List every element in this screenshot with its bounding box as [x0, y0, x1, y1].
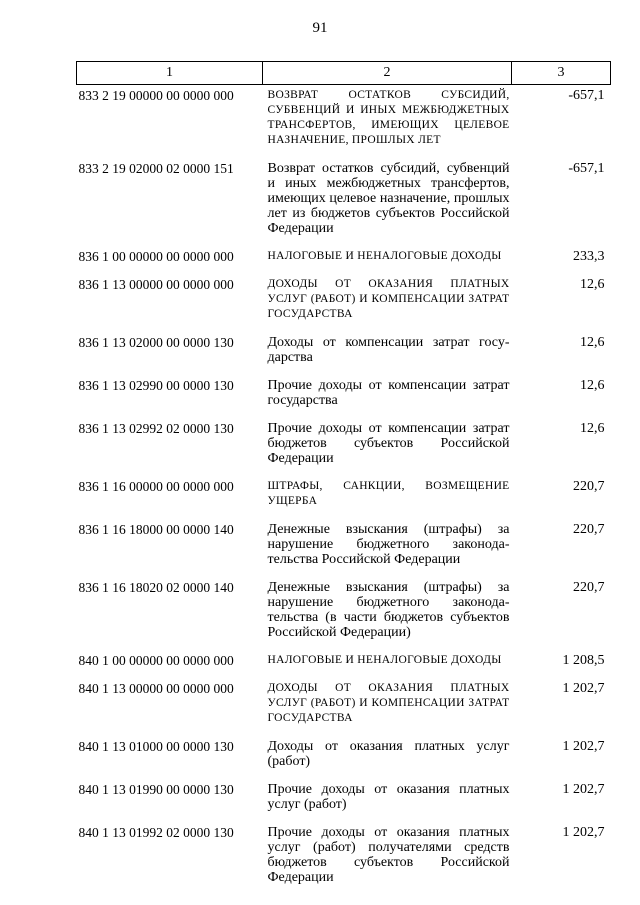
table-row — [77, 277, 611, 335]
revenue-name: Денежные взыскания (штрафы) за нарушение бюджетного законодательства Российской Федерации — [267, 522, 510, 567]
amount: 1 202,7 — [562, 782, 605, 797]
budget-code: 833 2 19 02000 02 0000 151 — [78, 161, 234, 176]
revenue-name: Возврат остатков субсидий, субвенций и иных межбюджетных трансфертов, имеющих целевое назначение, прошлых лет из бюджетов субъектов Российской Федерации — [267, 161, 510, 236]
revenue-name: НАЛОГОВЫЕ И НЕНАЛОГОВЫЕ ДОХОДЫ — [267, 250, 502, 262]
budget-code: 840 1 13 01990 00 0000 130 — [78, 782, 234, 797]
table-body — [77, 85, 611, 899]
amount: 12,6 — [580, 378, 605, 393]
amount: 12,6 — [580, 335, 605, 350]
budget-code: 836 1 13 02990 00 0000 130 — [78, 378, 234, 393]
table-row — [77, 681, 611, 739]
page-number: 91 — [312, 20, 328, 36]
budget-code: 836 1 16 18000 00 0000 140 — [78, 522, 234, 537]
budget-code: 836 1 13 02992 02 0000 130 — [78, 421, 234, 436]
revenue-name: ВОЗВРАТ ОСТАТКОВ СУБСИДИЙ, СУБВЕНЦИЙ И ИНЫХ МЕЖБЮДЖЕТНЫХ ТРАНСФЕРТОВ, ИМЕЮЩИХ ЦЕЛЕВОЕ НАЗНАЧЕНИЕ, ПРОШЛЫХ ЛЕТ — [267, 89, 510, 146]
table-row — [77, 580, 611, 653]
budget-code: 840 1 13 00000 00 0000 000 — [78, 681, 234, 696]
table-row — [77, 378, 611, 421]
table-row — [77, 249, 611, 277]
table-row — [77, 479, 611, 522]
header-col-3: 3 — [512, 62, 611, 85]
amount: 12,6 — [580, 421, 605, 436]
revenue-name: Прочие доходы от оказания платных услуг (работ) — [267, 782, 510, 812]
budget-code: 836 1 16 18020 02 0000 140 — [78, 580, 234, 595]
budget-code: 840 1 13 01992 02 0000 130 — [78, 825, 234, 840]
revenue-name: Доходы от оказания платных услуг (работ) — [267, 739, 510, 769]
revenue-name: Прочие доходы от оказания платных услуг (работ) получателями средств бюджетов субъектов Российской Федерации — [267, 825, 510, 885]
table-row — [77, 739, 611, 782]
amount: 1 202,7 — [562, 825, 605, 840]
header-col-1: 1 — [77, 62, 263, 85]
revenue-name: Денежные взыскания (штрафы) за нарушение бюджетного законодательства (в части бюджетов субъектов Российской Федерации) — [267, 580, 510, 640]
budget-code: 836 1 13 02000 00 0000 130 — [78, 335, 234, 350]
amount: 220,7 — [573, 479, 605, 494]
table-header — [77, 62, 611, 85]
table-row — [77, 85, 611, 162]
amount: 1 202,7 — [562, 739, 605, 754]
table-row — [77, 421, 611, 479]
amount: -657,1 — [568, 161, 605, 176]
revenue-name: ДОХОДЫ ОТ ОКАЗАНИЯ ПЛАТНЫХ УСЛУГ (РАБОТ) И КОМПЕНСАЦИИ ЗАТРАТ ГОСУДАРСТВА — [267, 278, 510, 320]
table-row — [77, 825, 611, 898]
budget-code: 840 1 00 00000 00 0000 000 — [78, 653, 234, 668]
amount: 1 202,7 — [562, 681, 605, 696]
revenue-name: ДОХОДЫ ОТ ОКАЗАНИЯ ПЛАТНЫХ УСЛУГ (РАБОТ) И КОМПЕНСАЦИИ ЗАТРАТ ГОСУДАРСТВА — [267, 682, 510, 724]
table-row — [77, 335, 611, 378]
budget-revenue-table — [76, 61, 611, 898]
amount: 12,6 — [580, 277, 605, 292]
amount: 233,3 — [573, 249, 605, 264]
budget-code: 833 2 19 00000 00 0000 000 — [78, 88, 234, 103]
amount: 220,7 — [573, 580, 605, 595]
budget-code: 836 1 13 00000 00 0000 000 — [78, 277, 234, 292]
budget-code: 836 1 00 00000 00 0000 000 — [78, 249, 234, 264]
amount: 1 208,5 — [562, 653, 605, 668]
table-row — [77, 522, 611, 580]
amount: -657,1 — [568, 88, 605, 103]
table-row — [77, 161, 611, 249]
table-row — [77, 653, 611, 681]
revenue-name: Прочие доходы от компенсации затрат бюджетов субъектов Российской Федерации — [267, 421, 510, 466]
revenue-name: НАЛОГОВЫЕ И НЕНАЛОГОВЫЕ ДОХОДЫ — [267, 654, 502, 666]
header-col-2: 2 — [263, 62, 512, 85]
amount: 220,7 — [573, 522, 605, 537]
revenue-name: Доходы от компенсации затрат государства — [267, 335, 510, 365]
budget-code: 836 1 16 00000 00 0000 000 — [78, 479, 234, 494]
revenue-name: ШТРАФЫ, САНКЦИИ, ВОЗМЕЩЕНИЕ УЩЕРБА — [267, 480, 510, 507]
table-row — [77, 782, 611, 825]
budget-code: 840 1 13 01000 00 0000 130 — [78, 739, 234, 754]
revenue-name: Прочие доходы от компенсации затрат государства — [267, 378, 510, 408]
